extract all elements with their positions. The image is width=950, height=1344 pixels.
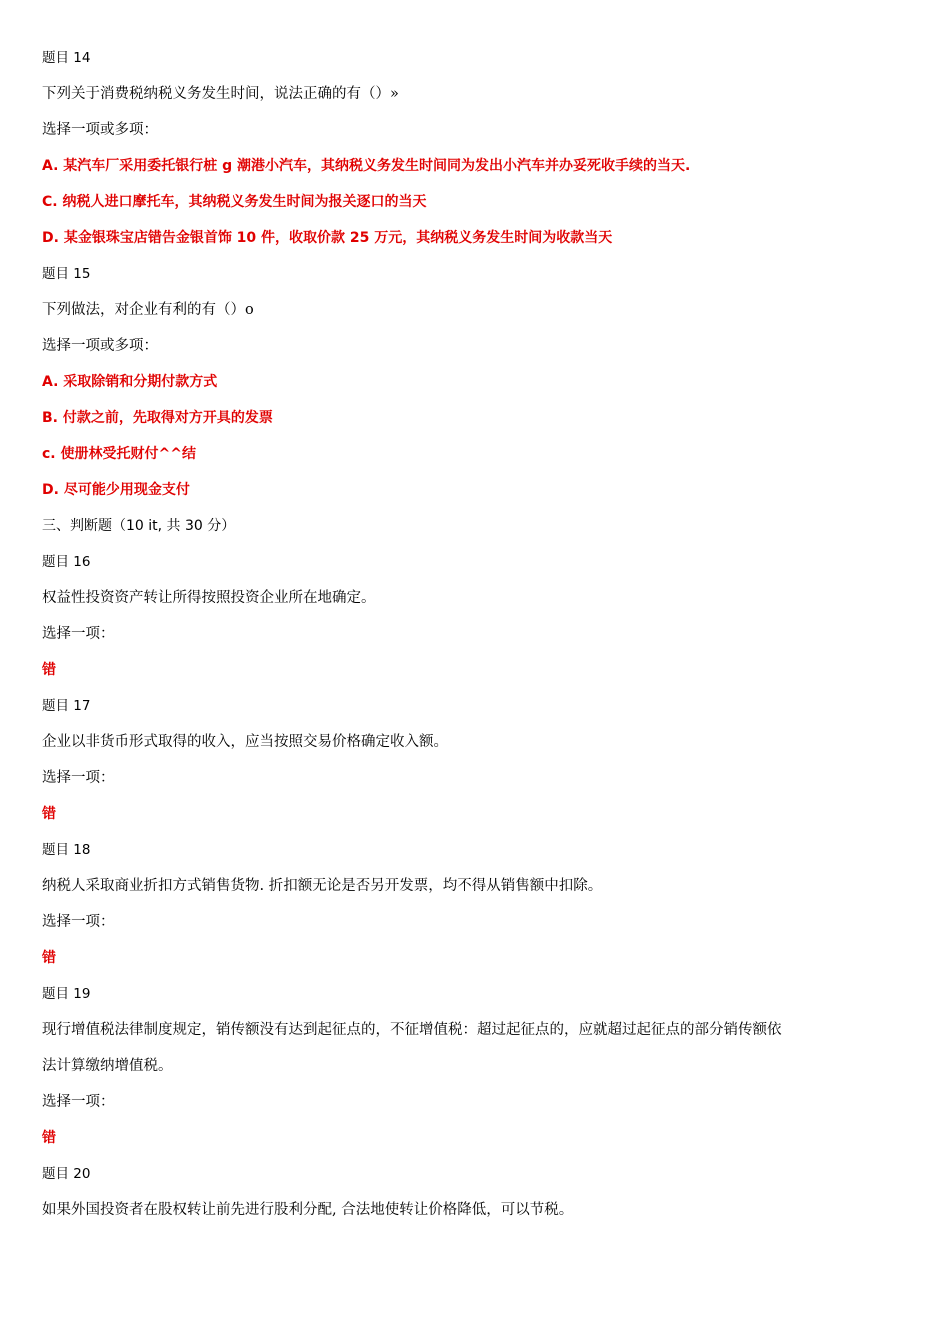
q15-prompt: 选择一项或多项： [42,338,158,354]
q16-answer: 错 [42,662,56,678]
q19-question-line2: 法计算缴纳增值税。 [42,1058,173,1074]
q16-question: 权益性投资资产转让所得按照投资企业所在地确定。 [42,590,376,606]
q18-question: 纳税人采取商业折扣方式销售货物. 折扣额无论是否另开发票，均不得从销售额中扣除。 [42,878,603,894]
q14-title: 题目 14 [42,50,91,66]
q18-title: 题目 18 [42,842,91,858]
q14-answer-a: A. 某汽车厂采用委托银行桩 g 潮港小汽车，其纳税义务发生时间同为发出小汽车并办妥死收手续的当天. [42,158,691,174]
q17-prompt: 选择一项： [42,770,115,786]
q15-answer-c: c. 使册林受托财付^^结 [42,446,196,462]
q20-title: 题目 20 [42,1166,91,1182]
q14-question: 下列关于消费税纳税义务发生时间，说法正确的有（）» [42,86,399,102]
q19-question-line1: 现行增值税法律制度规定，销传额没有达到起征点的，不征增值税：超过起征点的，应就超过起征点的部分销传额依 [42,1022,782,1038]
q20-question: 如果外国投资者在股权转让前先进行股利分配, 合法地使转让价格降低，可以节税。 [42,1202,574,1218]
q19-answer: 错 [42,1130,56,1146]
q14-answer-d: D. 某金银珠宝店错告金银首饰 10 件，收取价款 25 万元，其纳税义务发生时间为收款当天 [42,230,613,246]
q15-answer-a: A. 采取除销和分期付款方式 [42,374,218,390]
q17-title: 题目 17 [42,698,91,714]
section-heading: 三、判断题（10 it, 共 30 分） [42,518,236,534]
document-page [42,40,912,1228]
q16-prompt: 选择一项： [42,626,115,642]
q15-question: 下列做法，对企业有利的有（）o [42,302,254,318]
q19-prompt: 选择一项： [42,1094,115,1110]
q14-prompt: 选择一项或多项： [42,122,158,138]
q19-title: 题目 19 [42,986,91,1002]
q17-answer: 错 [42,806,56,822]
q14-answer-c: C. 纳税人进口摩托车，其纳税义务发生时间为报关逐口的当天 [42,194,427,210]
q15-answer-b: B. 付款之前，先取得对方开具的发票 [42,410,273,426]
q18-prompt: 选择一项： [42,914,115,930]
q18-answer: 错 [42,950,56,966]
q15-title: 题目 15 [42,266,91,282]
q16-title: 题目 16 [42,554,91,570]
q15-answer-d: D. 尽可能少用现金支付 [42,482,190,498]
q17-question: 企业以非货币形式取得的收入，应当按照交易价格确定收入额。 [42,734,448,750]
